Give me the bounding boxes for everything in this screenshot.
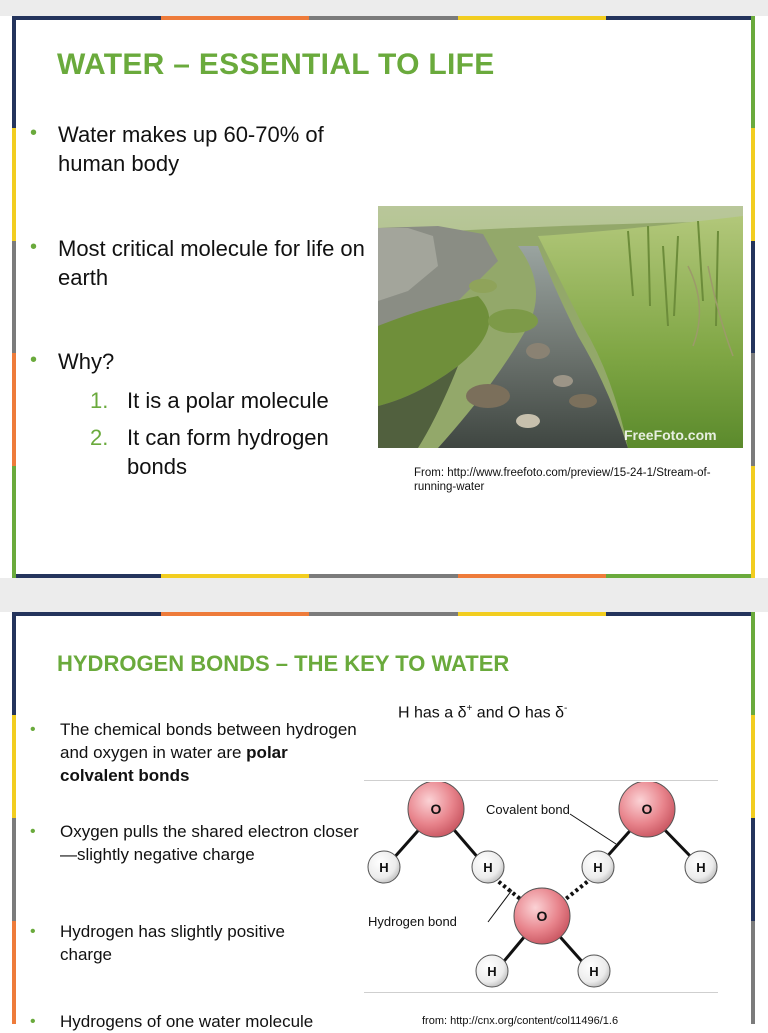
bullet-text xyxy=(60,718,360,787)
slide-top-border xyxy=(12,16,755,20)
hydrogen-atom-label: H xyxy=(487,964,497,979)
water-molecule-bottom xyxy=(476,888,610,987)
bullet-text: Hydrogen has slightly positive charge xyxy=(60,922,285,964)
sublist-text: It is a polar molecule xyxy=(127,388,329,413)
bullet-item xyxy=(30,234,385,347)
slide-top-border xyxy=(12,612,755,616)
bullet-dot: • xyxy=(30,236,38,258)
water-molecule-diagram xyxy=(364,782,718,992)
bullet-dot: • xyxy=(30,349,38,371)
hydrogen-label-leader xyxy=(488,890,512,922)
slide-right-border xyxy=(751,16,755,578)
numbered-sublist xyxy=(90,386,390,481)
charge-note-h-sup: + xyxy=(466,703,473,714)
slide-left-border xyxy=(12,612,16,1024)
slide-title: WATER – ESSENTIAL TO LIFE xyxy=(57,48,495,81)
bullet-dot: • xyxy=(30,1013,36,1030)
water-molecule-left xyxy=(368,782,504,883)
slide-left-border xyxy=(12,16,16,578)
water-molecule-right xyxy=(582,782,717,883)
bullet-dot: • xyxy=(30,721,36,738)
oxygen-atom-label: O xyxy=(536,908,548,924)
covalent-bond-label: Covalent bond xyxy=(486,802,570,817)
hydrogen-atom-label: H xyxy=(589,964,599,979)
bullet-list xyxy=(30,718,360,1033)
diagram-caption: from: http://cnx.org/content/col11496/1.6 xyxy=(422,1015,619,1027)
oxygen-atom-label: O xyxy=(641,801,653,817)
charge-note-o-sup: - xyxy=(563,703,568,714)
bullet-item xyxy=(30,920,360,1010)
bullet-item xyxy=(30,1010,360,1033)
sublist-number: 1. xyxy=(90,388,109,413)
bullet-list xyxy=(30,120,385,387)
charge-note xyxy=(398,703,567,722)
slide-bottom-border xyxy=(12,574,755,578)
bullet-item xyxy=(30,347,385,387)
stream-photo xyxy=(378,206,743,448)
page-gap-middle xyxy=(0,578,768,612)
slide-title: HYDROGEN BONDS – THE KEY TO WATER xyxy=(57,651,510,676)
photo-caption: From: http://www.freefoto.com/preview/15-24-1/Stream-of-running-water xyxy=(414,467,711,493)
hydrogen-atom-label: H xyxy=(483,860,493,875)
bullet-text: Most critical molecule for life on earth xyxy=(58,236,365,290)
bullet-text: Hydrogens of one water molecule xyxy=(60,1012,314,1031)
diagram-bottom-rule xyxy=(364,992,718,993)
diagram-top-rule xyxy=(364,780,718,781)
charge-note-mid: and O has δ xyxy=(472,704,564,722)
sublist-number: 2. xyxy=(90,425,109,450)
sublist-text: It can form hydrogen bonds xyxy=(127,425,329,479)
bullet-text: Water makes up 60-70% of human body xyxy=(58,122,324,176)
oxygen-atom-label: O xyxy=(430,801,442,817)
bullet-text-bold: polar colvalent bonds xyxy=(60,743,288,785)
hydrogen-atom-label: H xyxy=(696,860,706,875)
photo-watermark: FreeFoto.com xyxy=(624,427,717,443)
charge-note-h: H has a δ xyxy=(398,704,467,722)
bullet-dot: • xyxy=(30,923,36,940)
hydrogen-bond-label: Hydrogen bond xyxy=(368,914,457,929)
covalent-label-leader xyxy=(570,814,616,844)
bullet-dot: • xyxy=(30,823,36,840)
bullet-text: Why? xyxy=(58,349,115,374)
bullet-text: Oxygen pulls the shared electron closer—slightly negative charge xyxy=(60,822,359,864)
sublist-item xyxy=(90,423,390,481)
page-gap-top xyxy=(0,0,768,16)
sublist-item xyxy=(90,386,390,423)
slide-right-border xyxy=(751,612,755,1024)
hydrogen-atom-label: H xyxy=(593,860,603,875)
bullet-dot: • xyxy=(30,122,38,144)
bullet-item xyxy=(30,820,360,920)
hydrogen-atom-label: H xyxy=(379,860,389,875)
bullet-item xyxy=(30,718,360,820)
bullet-text-plain: The chemical bonds between hydrogen and oxygen in water are xyxy=(60,720,357,762)
slide-hydrogen-bonds xyxy=(12,612,755,1031)
slide-water-essential xyxy=(12,16,755,578)
bullet-item xyxy=(30,120,385,234)
